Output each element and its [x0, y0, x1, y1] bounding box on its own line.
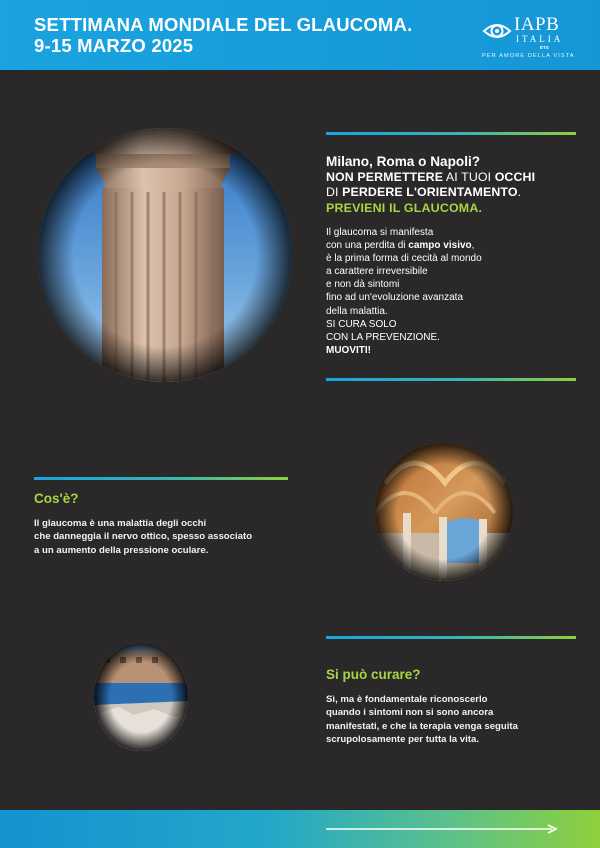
intro-line-3-a: DI: [326, 185, 343, 199]
intro-line-2-c: OCCHI: [494, 169, 536, 184]
curare-line: quando i sintomi non si sono ancora: [326, 707, 494, 719]
logo-suffix: ETS: [540, 45, 549, 50]
intro-block: [326, 154, 576, 357]
page-title: [34, 14, 412, 56]
intro-body-bold: campo visivo: [408, 240, 472, 252]
cose-line: che danneggia il nervo ottico, spesso associato: [34, 531, 253, 543]
divider-top: [326, 132, 576, 135]
intro-line-2: [326, 170, 576, 186]
curare-title: Si può curare?: [326, 667, 421, 682]
intro-line-3-c: .: [517, 185, 522, 199]
curare-line: scrupolosamente per tutta la vita.: [326, 734, 480, 746]
intro-body-line: Il glaucoma si manifesta: [326, 227, 434, 238]
column-illustration: [38, 128, 292, 382]
intro-body-line: fino ad un'evoluzione avanzata: [326, 292, 464, 304]
divider-cose: [34, 477, 288, 480]
intro-body-line: e non dà sintomi: [326, 279, 400, 291]
intro-line-2-a: NON PERMETTERE: [326, 169, 444, 184]
logo-name: IAPB: [514, 14, 560, 35]
header-banner: [0, 0, 600, 70]
column-photo: [38, 128, 292, 382]
logo-motto: PER AMORE DELLA VISTA: [482, 53, 575, 59]
curare-line: Sì, ma è fondamentale riconoscerlo: [326, 694, 488, 705]
divider-curare: [326, 636, 576, 639]
seafront-illustration: [94, 643, 188, 751]
seafront-photo: [94, 643, 188, 751]
intro-body-line: MUOVITI!: [326, 344, 371, 356]
arches-illustration: [375, 443, 513, 581]
divider-intro-bottom: [326, 378, 576, 381]
cose-line: a un aumento della pressione oculare.: [34, 544, 209, 556]
eye-logo-icon: [482, 16, 512, 46]
iapb-logo: [482, 14, 574, 62]
curare-line: manifestati, e che la terapia venga seguita: [326, 720, 518, 732]
title-line-2: 9-15 MARZO 2025: [34, 35, 194, 56]
cose-title: Cos'è?: [34, 491, 79, 506]
intro-line-2-b: AI TUOI: [443, 169, 495, 184]
intro-line-3-b: PERDERE L'ORIENTAMENTO: [342, 185, 518, 199]
title-line-1: SETTIMANA MONDIALE DEL GLAUCOMA.: [34, 14, 413, 35]
intro-heading: Milano, Roma o Napoli?: [326, 154, 481, 169]
intro-body-text: ,: [471, 240, 475, 252]
intro-body-line: [326, 239, 576, 252]
intro-body-text: con una perdita di: [326, 240, 409, 252]
intro-body-line: a carattere irreversibile: [326, 266, 428, 278]
logo-country: ITALIA: [516, 34, 564, 44]
intro-body-line: SI CURA SOLO: [326, 318, 397, 330]
arrow-right-icon: [326, 824, 558, 834]
footer-bar: [0, 810, 600, 848]
intro-cta: PREVIENI IL GLAUCOMA.: [326, 200, 483, 215]
arches-photo: [375, 443, 513, 581]
intro-body-line: CON LA PREVENZIONE.: [326, 331, 440, 343]
curare-body: [326, 693, 586, 747]
cose-line: Il glaucoma è una malattia degli occhi: [34, 518, 207, 529]
intro-line-3: [326, 185, 576, 201]
intro-body: [326, 226, 576, 357]
intro-body-line: è la prima forma di cecità al mondo: [326, 253, 482, 265]
intro-body-line: della malattia.: [326, 305, 388, 317]
cose-body: [34, 517, 304, 557]
